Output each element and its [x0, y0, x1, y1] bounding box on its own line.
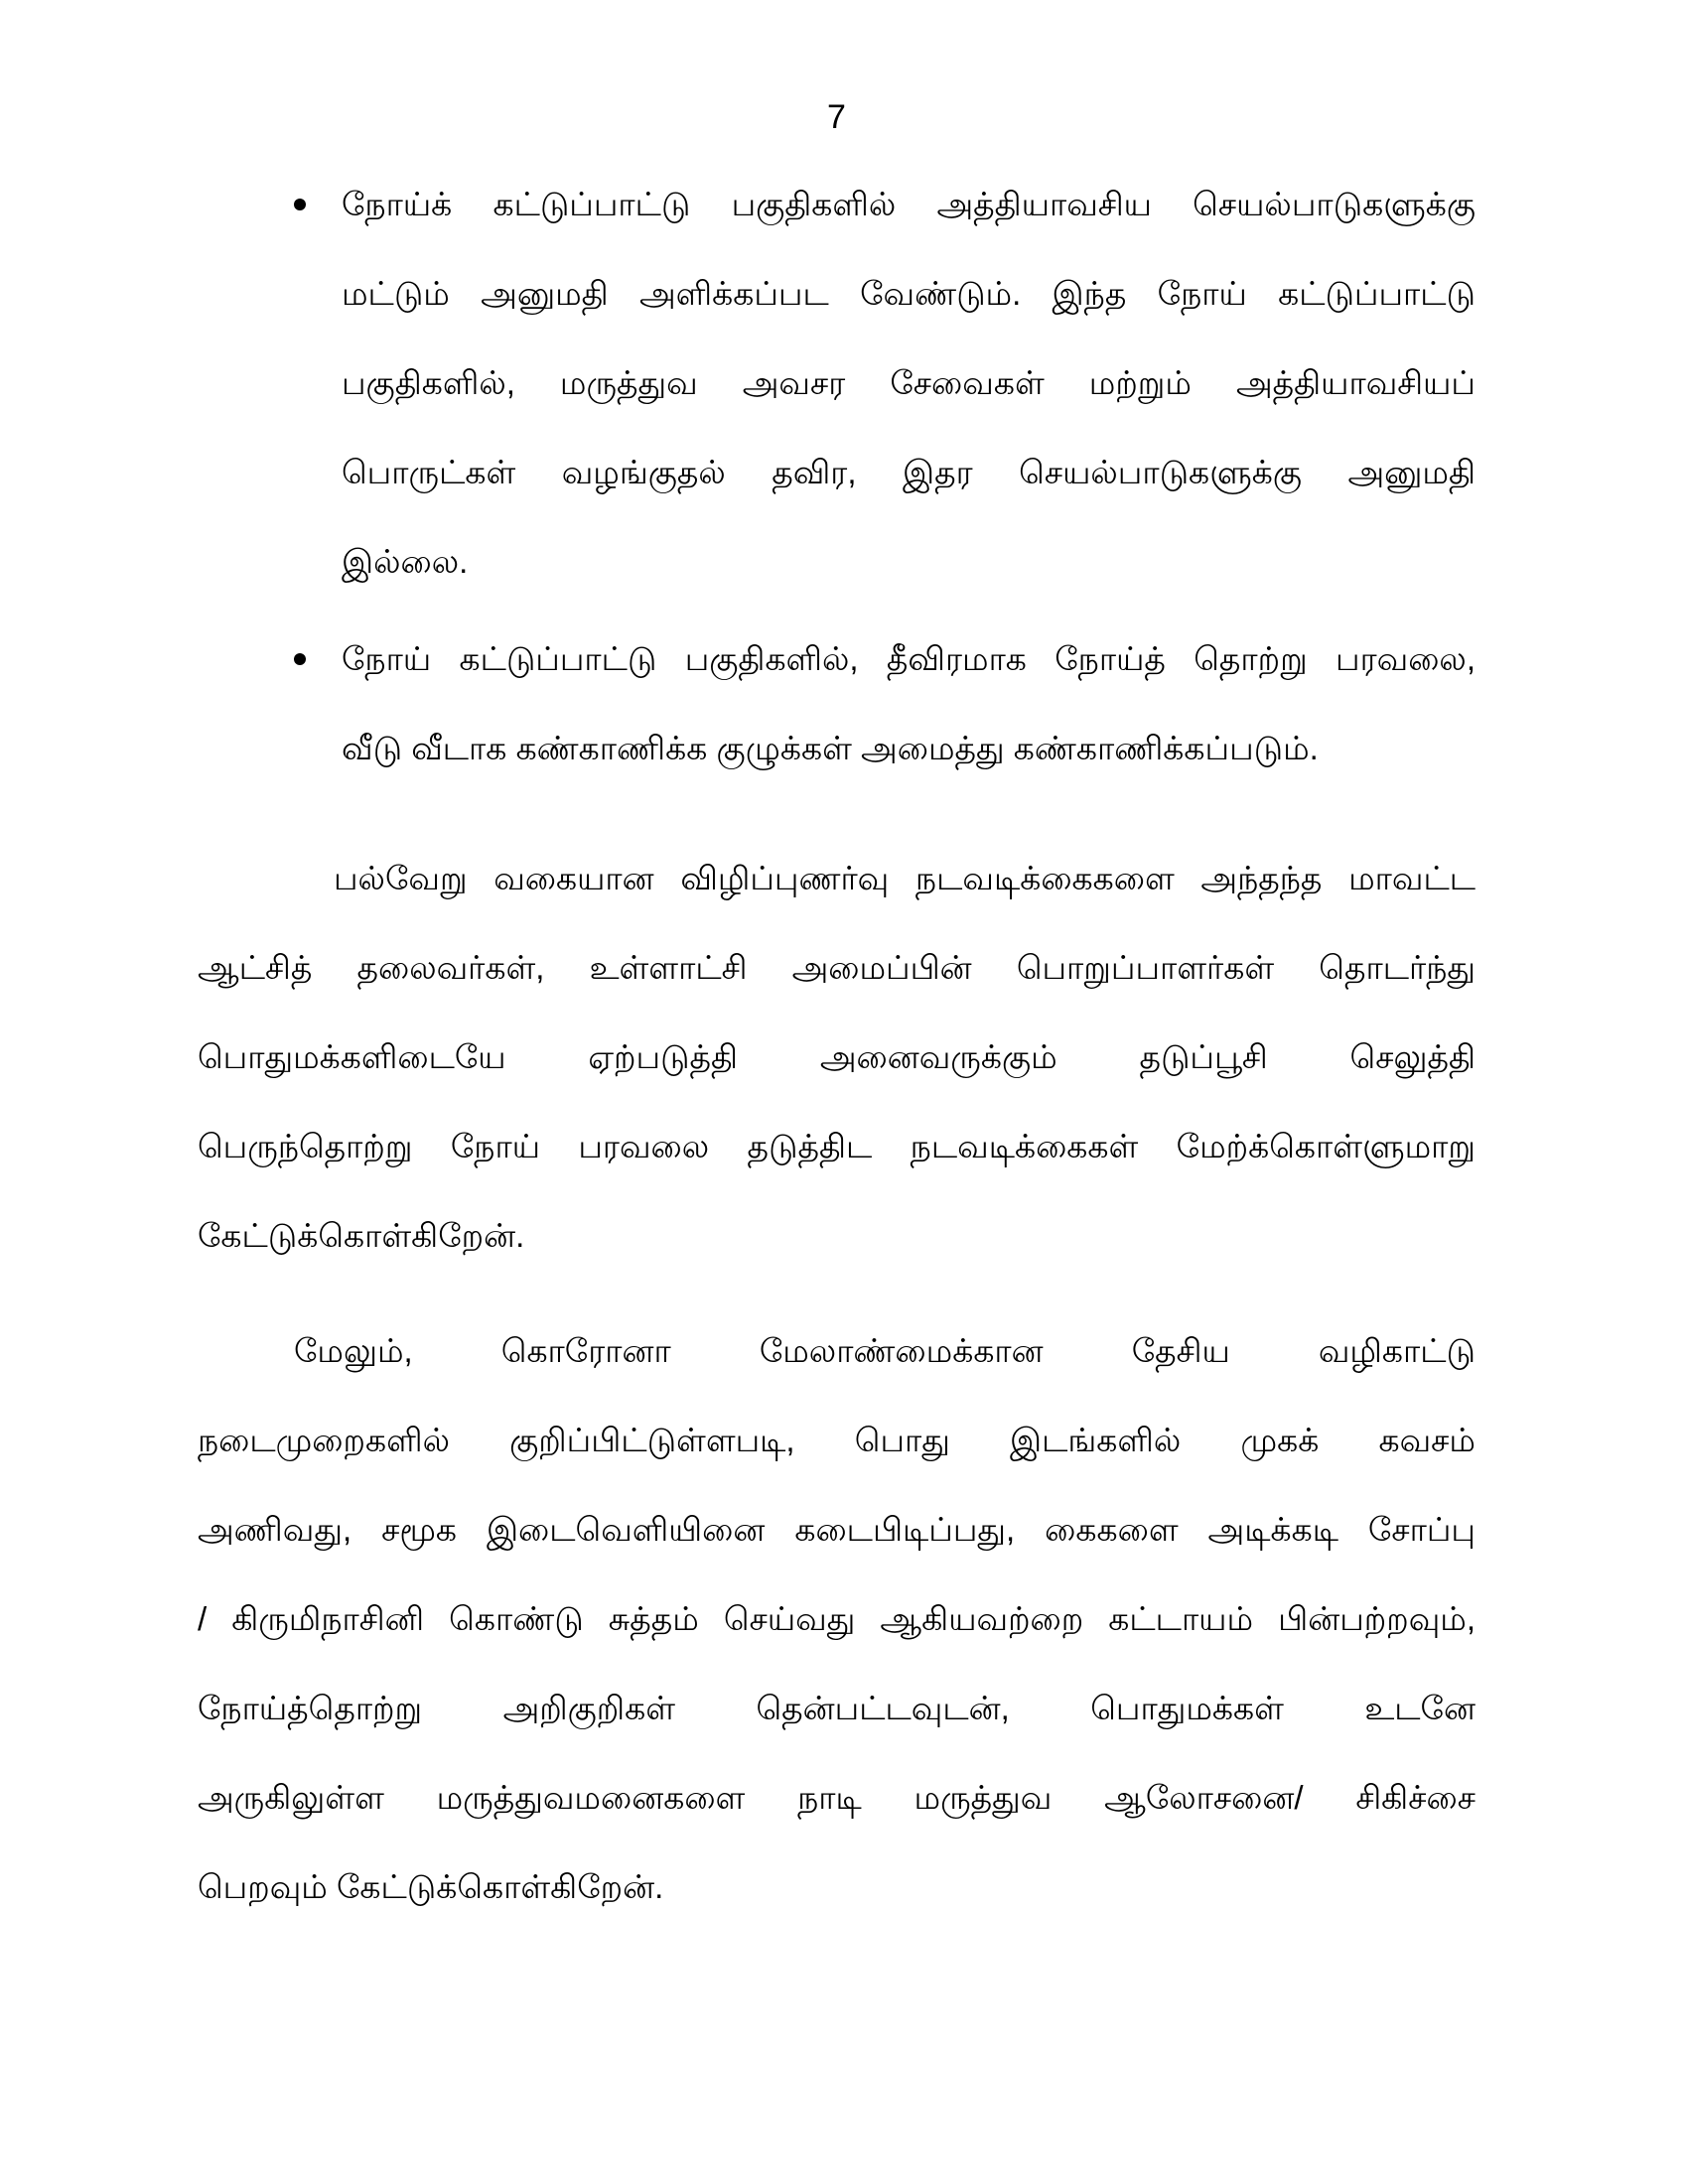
- text-line: வீடு வீடாக கண்காணிக்க குழுக்கள் அமைத்து கண்காணிக்கப்படும்.: [342, 730, 1319, 766]
- text-line: மட்டும் அனுமதி அளிக்கப்பட வேண்டும். இந்த நோய் கட்டுப்பாட்டு: [342, 275, 1476, 312]
- text-line: பல்வேறு வகையான விழிப்புணர்வு நடவடிக்கைகளை அந்தந்த மாவட்ட: [334, 860, 1476, 896]
- text-line: நோய்த்தொற்று அறிகுறிகள் தென்பட்டவுடன், பொதுமக்கள் உடனே: [198, 1690, 1476, 1726]
- text-line: இல்லை.: [342, 543, 469, 580]
- text-line: மேலும், கொரோனா மேலாண்மைக்கான தேசிய வழிகாட்டு: [294, 1332, 1476, 1369]
- text-line: பகுதிகளில், மருத்துவ அவசர சேவைகள் மற்றும் அத்தியாவசியப்: [342, 364, 1476, 401]
- text-line: நோய் கட்டுப்பாட்டு பகுதிகளில், தீவிரமாக நோய்த் தொற்று பரவலை,: [342, 640, 1476, 677]
- text-line: பொருட்கள் வழங்குதல் தவிர, இதர செயல்பாடுகளுக்கு அனுமதி: [342, 454, 1476, 490]
- text-line: நடைமுறைகளில் குறிப்பிட்டுள்ளபடி, பொது இடங்களில் முகக் கவசம்: [198, 1422, 1476, 1458]
- bullet-item: [342, 614, 1476, 793]
- text-line: பெறவும் கேட்டுக்கொள்கிறேன்.: [198, 1868, 664, 1905]
- bullet-icon: [294, 653, 306, 665]
- paragraph: [198, 834, 1476, 1281]
- text-line: பெருந்தொற்று நோய் பரவலை தடுத்திட நடவடிக்கைகள் மேற்க்கொள்ளுமாறு: [198, 1128, 1476, 1164]
- page-number: 7: [827, 98, 846, 136]
- text-line: ஆட்சித் தலைவர்கள், உள்ளாட்சி அமைப்பின் பொறுப்பாளர்கள் தொடர்ந்து: [198, 949, 1476, 986]
- text-line: அணிவது, சமூக இடைவெளியினை கடைபிடிப்பது, கைகளை அடிக்கடி சோப்பு: [198, 1511, 1476, 1548]
- text-line: நோய்க் கட்டுப்பாட்டு பகுதிகளில் அத்தியாவசிய செயல்பாடுகளுக்கு: [342, 186, 1476, 222]
- text-line: கேட்டுக்கொள்கிறேன்.: [198, 1217, 525, 1254]
- text-line: பொதுமக்களிடையே ஏற்படுத்தி அனைவருக்கும் தடுப்பூசி செலுத்தி: [198, 1038, 1476, 1075]
- bullet-icon: [294, 199, 306, 210]
- text-line: / கிருமிநாசினி கொண்டு சுத்தம் செய்வது ஆகியவற்றை கட்டாயம் பின்பற்றவும்,: [198, 1600, 1476, 1637]
- bullet-item: [342, 160, 1476, 607]
- paragraph: [198, 1306, 1476, 1932]
- text-line: அருகிலுள்ள மருத்துவமனைகளை நாடி மருத்துவ ஆலோசனை/ சிகிச்சை: [198, 1779, 1476, 1816]
